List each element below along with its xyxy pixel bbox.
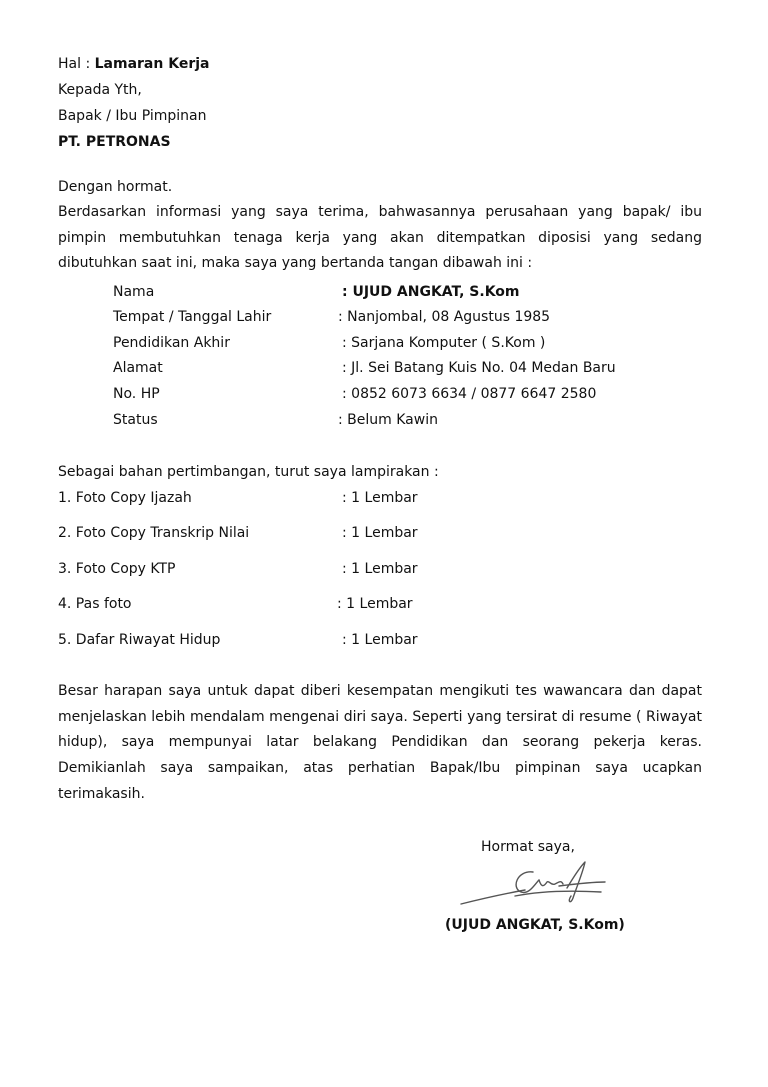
attachment-value: : 1 Lembar — [337, 596, 413, 612]
closing-salutation: Hormat saya, — [481, 839, 575, 855]
attachments-intro: Sebagai bahan pertimbangan, turut saya lampirakan : — [58, 464, 439, 480]
attachment-value: : 1 Lembar — [342, 525, 418, 541]
applicant-value-birth: : Nanjombal, 08 Agustus 1985 — [338, 309, 551, 325]
signature-crossbar-stroke — [559, 882, 605, 886]
applicant-label-name: Nama — [113, 284, 155, 300]
attachment-label: 2. Foto Copy Transkrip Nilai — [58, 525, 250, 541]
signature-loop-stroke — [516, 872, 539, 893]
signature-middle-stroke — [539, 880, 563, 886]
applicant-label-address: Alamat — [113, 360, 163, 376]
attachment-label: 4. Pas foto — [58, 596, 132, 612]
applicant-value-status: : Belum Kawin — [338, 412, 438, 428]
subject-label: Hal : — [58, 56, 91, 72]
greeting: Dengan hormat. — [58, 179, 173, 195]
applicant-value-address: : Jl. Sei Batang Kuis No. 04 Medan Baru — [342, 360, 616, 376]
applicant-label-phone: No. HP — [113, 386, 160, 402]
attachment-value: : 1 Lembar — [342, 490, 418, 506]
attachment-label: 3. Foto Copy KTP — [58, 561, 176, 577]
recipient-line-1: Kepada Yth, — [58, 82, 142, 98]
applicant-value-phone: : 0852 6073 6634 / 0877 6647 2580 — [342, 386, 597, 402]
applicant-label-birth: Tempat / Tanggal Lahir — [113, 309, 272, 325]
applicant-value-education: : Sarjana Komputer ( S.Kom ) — [342, 335, 546, 351]
closing-paragraph: Besar harapan saya untuk dapat diberi kesempatan mengikuti tes wawancara dan dapat menjelaskan lebih mendalam mengenai diri saya. Seperti yang tersirat di resume ( Riwayat hidup), saya mempunyai latar belakang Pendidikan dan seorang pekerja keras. Demikianlah saya sampaikan, atas perhatian Bapak/Ibu pimpinan saya ucapkan terimakasih. — [58, 683, 702, 802]
attachment-value: : 1 Lembar — [342, 632, 418, 648]
signature-flourish-stroke — [567, 862, 585, 902]
applicant-value-name: : UJUD ANGKAT, S.Kom — [342, 284, 520, 300]
signature-image — [455, 858, 615, 910]
company-name: PT. PETRONAS — [58, 134, 171, 150]
attachment-label: 5. Dafar Riwayat Hidup — [58, 632, 221, 648]
subject-value: Lamaran Kerja — [94, 56, 210, 72]
attachment-label: 1. Foto Copy Ijazah — [58, 490, 192, 506]
applicant-label-status: Status — [113, 412, 158, 428]
signatory-name: (UJUD ANGKAT, S.Kom) — [445, 917, 625, 933]
intro-paragraph: Berdasarkan informasi yang saya terima, bahwasannya perusahaan yang bapak/ ibu pimpin membutuhkan tenaga kerja yang akan ditempatkan diposisi yang sedang dibutuhkan saat ini, maka saya yang bertanda tangan dibawah ini : — [58, 204, 702, 272]
applicant-label-education: Pendidikan Akhir — [113, 335, 230, 351]
signature-underline-stroke — [461, 890, 525, 904]
recipient-line-2: Bapak / Ibu Pimpinan — [58, 108, 207, 124]
subject-line — [58, 54, 209, 74]
attachment-value: : 1 Lembar — [342, 561, 418, 577]
